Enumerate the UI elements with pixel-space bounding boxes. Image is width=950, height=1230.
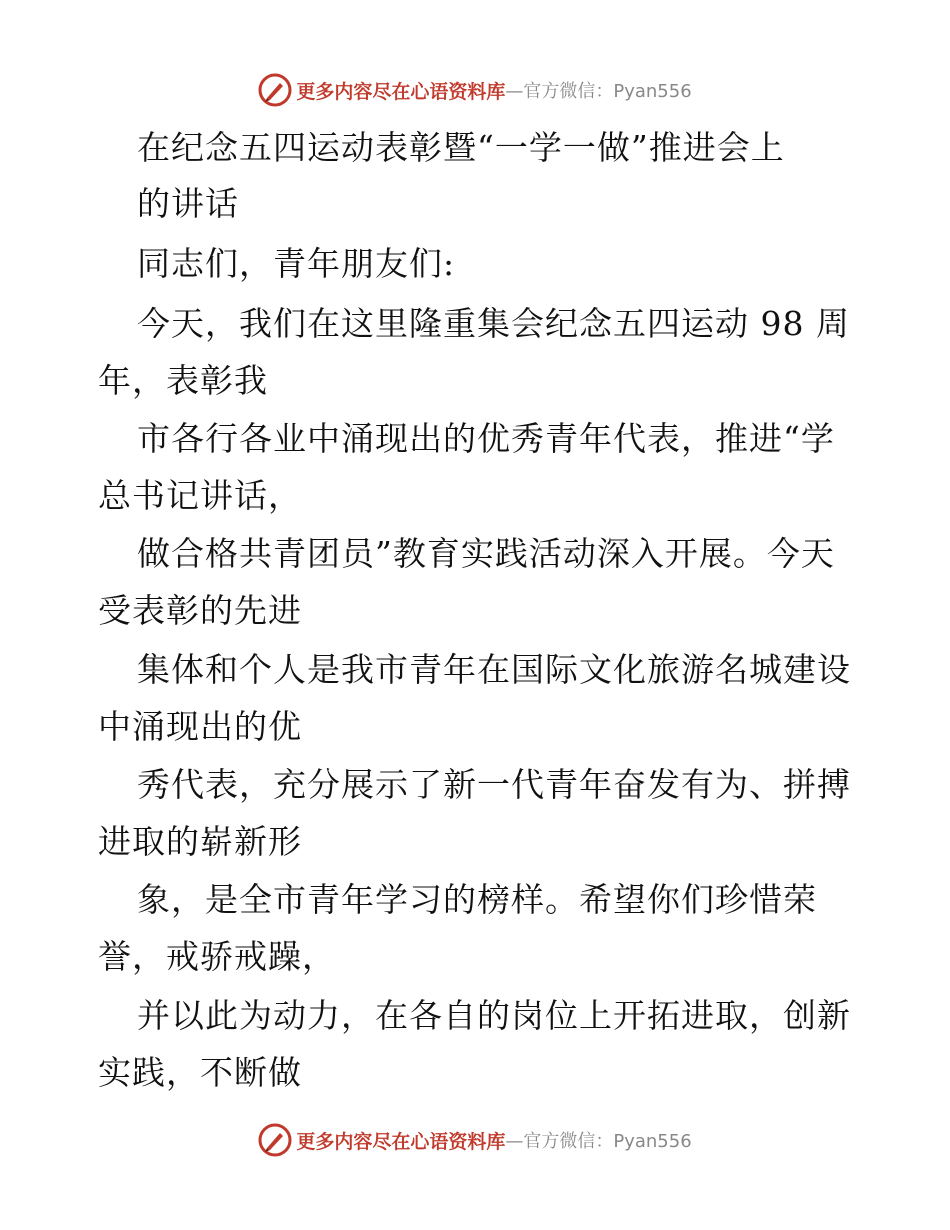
header-banner-contact: —官方微信：Pyan556: [505, 81, 692, 102]
paragraph-line: 象，是全市青年学习的榜样。希望你们珍惜荣: [137, 880, 817, 919]
paragraph-line: 集体和个人是我市青年在国际文化旅游名城建设: [137, 650, 851, 689]
paragraph-line: 秀代表，充分展示了新一代青年奋发有为、拼搏: [137, 765, 851, 804]
paragraph-line: 总书记讲话，: [98, 476, 302, 515]
paragraph-line: 誉，戒骄戒躁，: [98, 937, 336, 976]
document-title-line-2: 的讲话: [137, 184, 239, 223]
footer-banner-contact: —官方微信：Pyan556: [505, 1131, 692, 1152]
header-banner-text: 更多内容尽在心语资料库: [296, 80, 506, 103]
paragraph-line: 实践，不断做: [98, 1053, 302, 1092]
document-title-line-1: 在纪念五四运动表彰暨“一学一做”推进会上: [137, 128, 785, 167]
salutation: 同志们，青年朋友们:: [137, 244, 456, 283]
paragraph-line: 受表彰的先进: [98, 591, 302, 630]
paragraph-line: 今天，我们在这里隆重集会纪念五四运动 98 周: [137, 304, 850, 343]
paragraph-line: 中涌现出的优: [98, 707, 302, 746]
pen-logo-icon: [258, 1123, 292, 1157]
paragraph-line: 做合格共青团员”教育实践活动深入开展。今天: [137, 534, 835, 573]
paragraph-line: 进取的崭新形: [98, 822, 302, 861]
paragraph-line: 年，表彰我: [98, 361, 268, 400]
paragraph-line: 市各行各业中涌现出的优秀青年代表，推进“学: [137, 419, 835, 458]
paragraph-line: 并以此为动力，在各自的岗位上开拓进取，创新: [137, 996, 851, 1035]
footer-banner: [0, 1120, 950, 1160]
footer-banner-text: 更多内容尽在心语资料库: [296, 1130, 506, 1153]
